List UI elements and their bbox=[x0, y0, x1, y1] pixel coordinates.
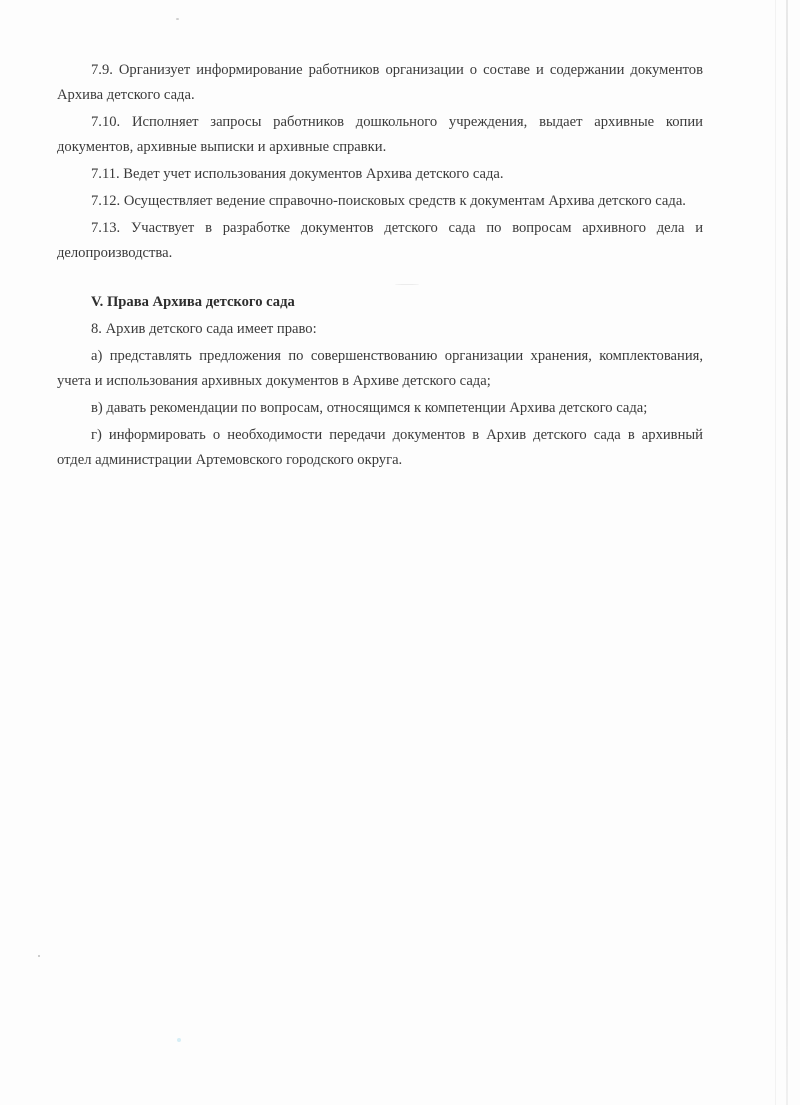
document-body bbox=[57, 58, 703, 475]
right-v: в) давать рекомендации по вопросам, относящимся к компетенции Архива детского сада; bbox=[91, 400, 648, 416]
section-heading: V. Права Архива детского сада bbox=[91, 294, 295, 310]
scan-edge-shadow bbox=[786, 0, 788, 1105]
right-g: г) информировать о необходимости передачи документов в Архив детского сада в архивный отдел администрации Артемовского городского округа. bbox=[57, 427, 703, 468]
item-7-9: 7.9. Организует информирование работников организации о составе и содержании документов Архива детского сада. bbox=[57, 62, 703, 103]
item-7-13: 7.13. Участвует в разработке документов детского сада по вопросам архивного дела и делопроизводства. bbox=[57, 220, 703, 261]
item-8: 8. Архив детского сада имеет право: bbox=[91, 321, 317, 337]
right-a: а) представлять предложения по совершенствованию организации хранения, комплектования, учета и использования архивных документов в Архиве детского сада; bbox=[57, 348, 703, 389]
scan-speck bbox=[176, 18, 179, 20]
scan-speck bbox=[177, 1038, 181, 1042]
scan-speck bbox=[38, 955, 40, 957]
item-7-12: 7.12. Осуществляет ведение справочно-поисковых средств к документам Архива детского сада. bbox=[91, 193, 686, 209]
item-7-10: 7.10. Исполняет запросы работников дошкольного учреждения, выдает архивные копии документов, архивные выписки и архивные справки. bbox=[57, 114, 703, 155]
item-7-11: 7.11. Ведет учет использования документов Архива детского сада. bbox=[91, 166, 504, 182]
scan-edge-line bbox=[775, 0, 776, 1105]
